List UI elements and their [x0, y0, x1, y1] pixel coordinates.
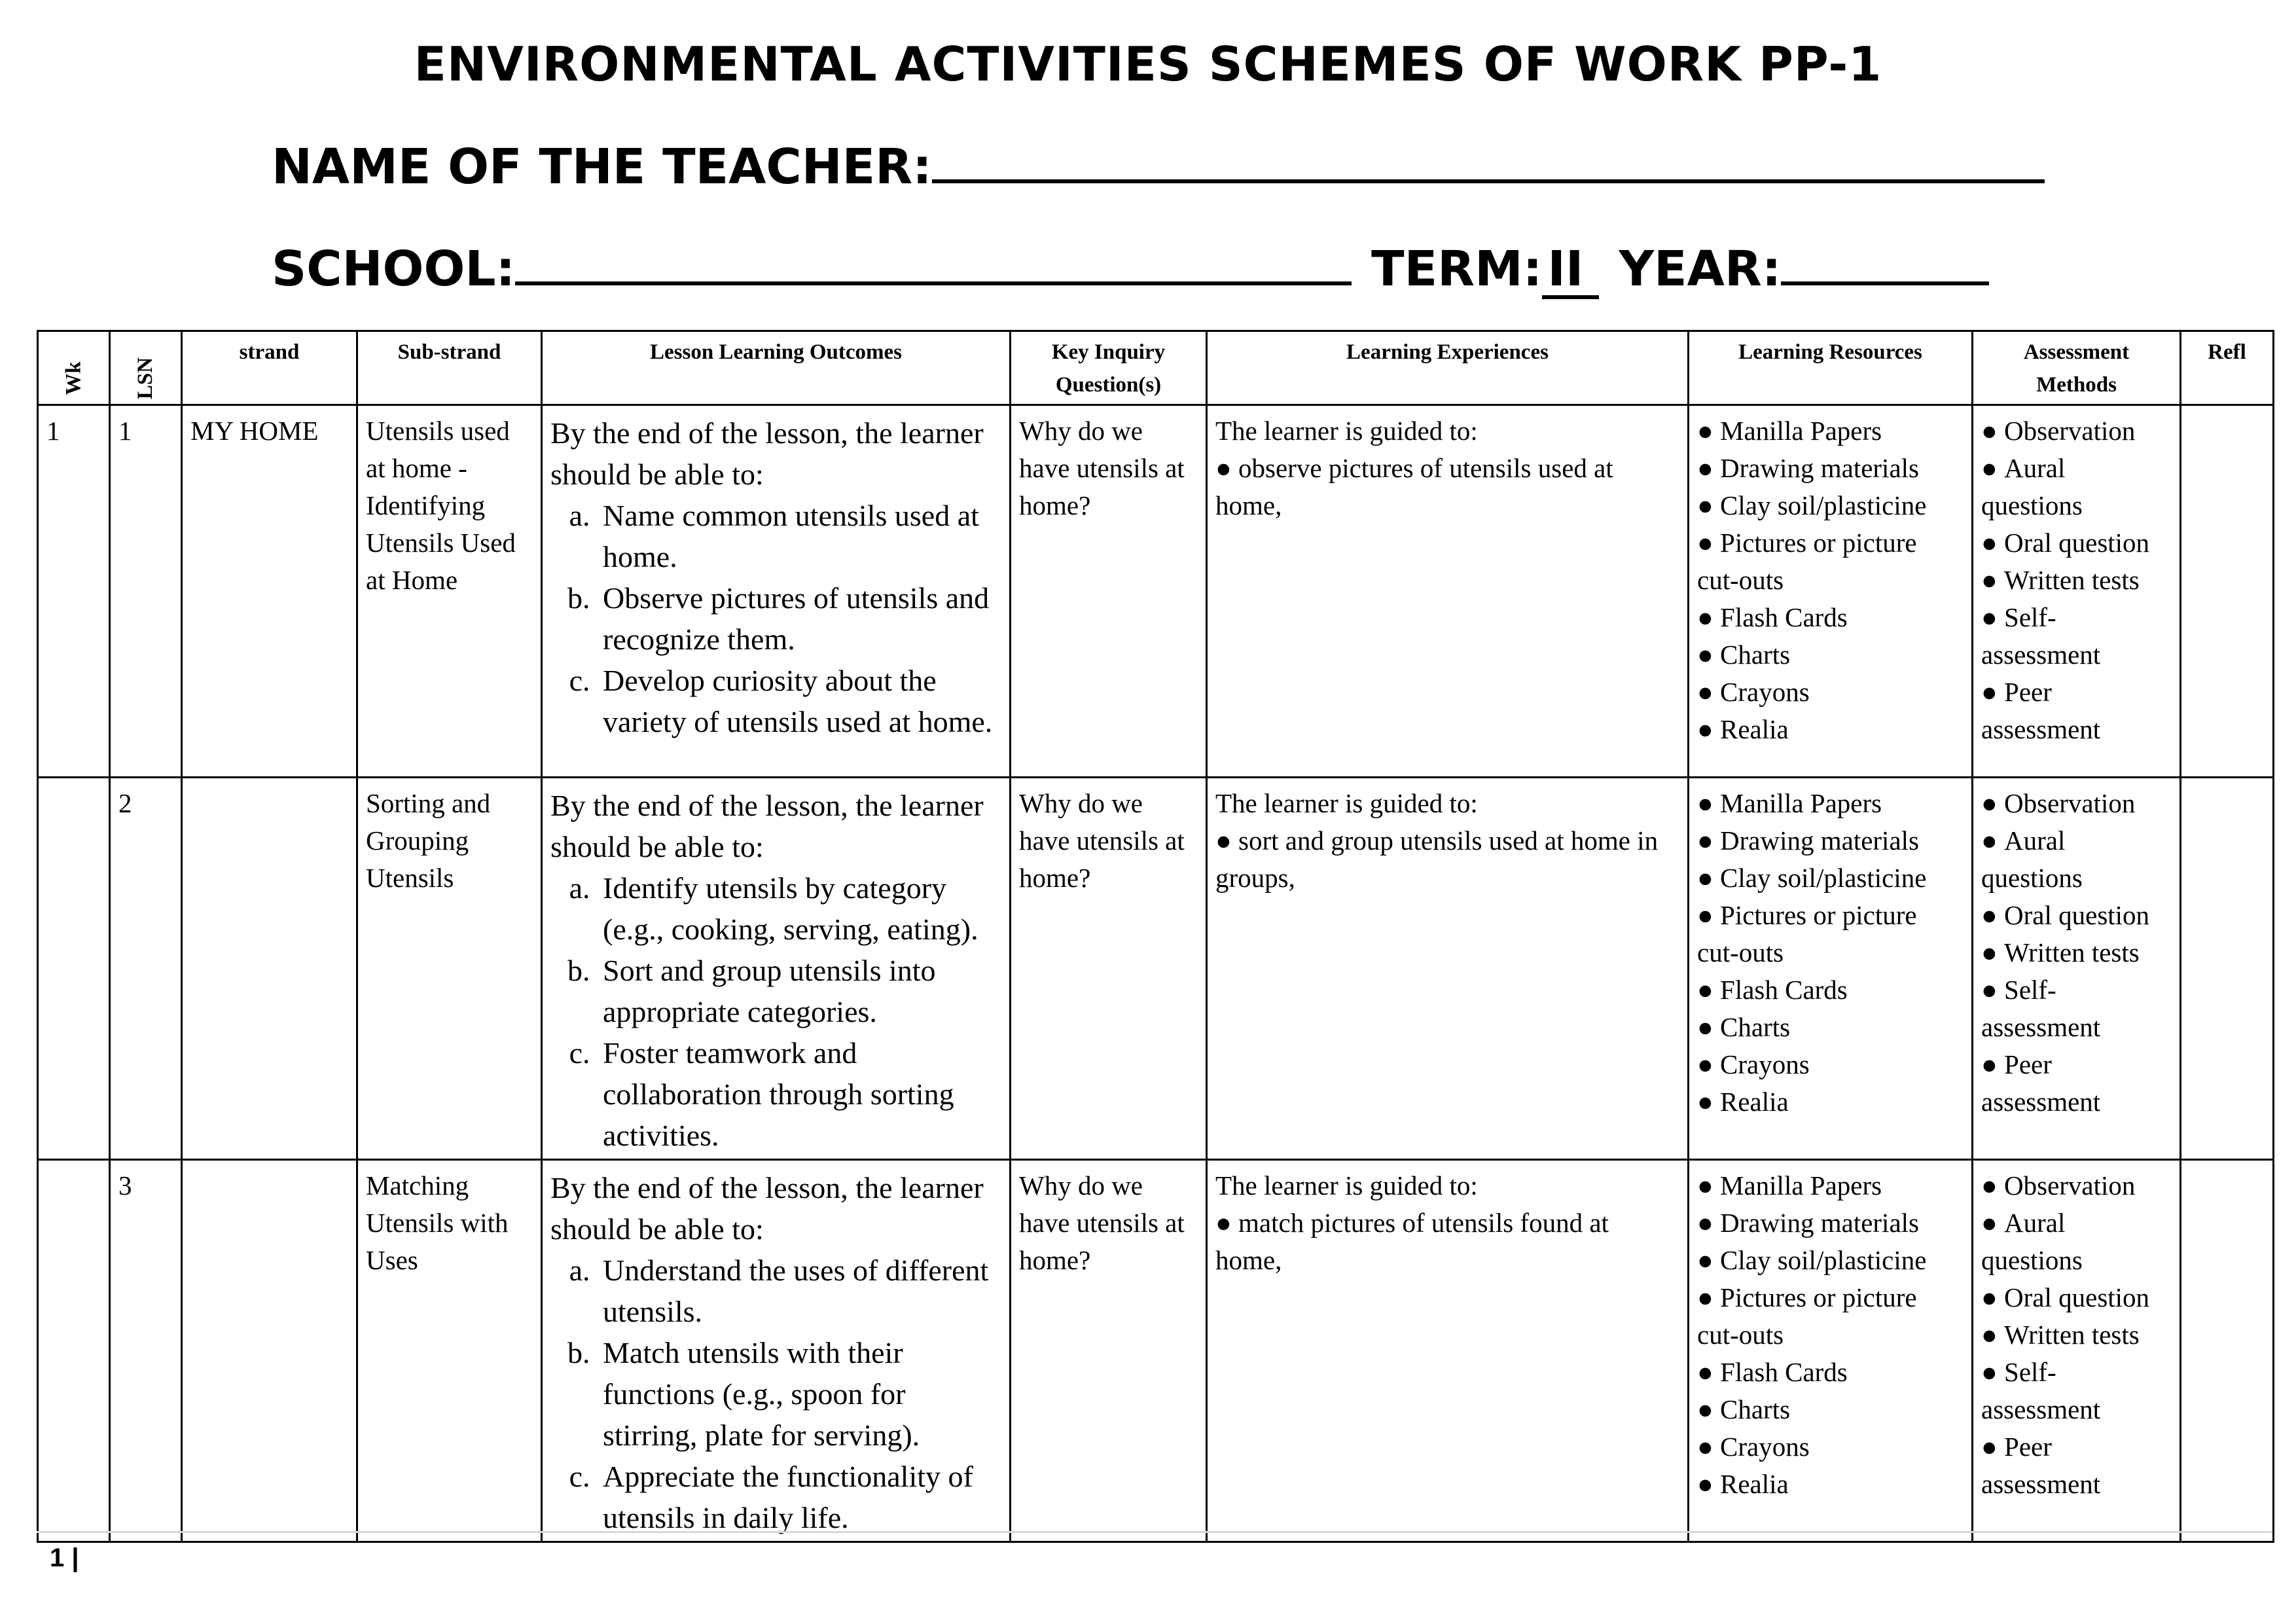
resource-item: ● Crayons	[1697, 674, 1964, 711]
assessment-item: ● Peer assessment	[1981, 1046, 2172, 1121]
resource-item: ● Drawing materials	[1697, 822, 1964, 859]
assessment-list	[1981, 785, 2172, 1121]
assessment-cell	[1973, 405, 2181, 778]
outcome-item: b. Match utensils with their functions (e.g., spoon for stirring, plate for serving).	[598, 1332, 1001, 1456]
outcome-item: c. Appreciate the functionality of utensils in daily life.	[598, 1456, 1001, 1538]
experience-item: ● sort and group utensils used at home in groups,	[1215, 822, 1679, 897]
col-header-strand: strand	[182, 331, 357, 405]
resource-item: ● Crayons	[1697, 1046, 1964, 1083]
teacher-name-label: NAME OF THE TEACHER:	[272, 139, 932, 195]
resource-item: ● Pictures or picture cut-outs	[1697, 524, 1964, 599]
lesson-cell: 1	[110, 405, 182, 778]
experiences-list	[1215, 450, 1679, 524]
experiences-intro: The learner is guided to:	[1215, 416, 1478, 446]
outcome-item: a. Name common utensils used at home.	[598, 495, 1001, 577]
assessment-list	[1981, 412, 2172, 748]
outcomes-cell	[542, 405, 1011, 778]
outcomes-cell	[542, 778, 1011, 1160]
resource-item: ● Pictures or picture cut-outs	[1697, 897, 1964, 971]
assessment-cell	[1973, 778, 2181, 1160]
resource-item: ● Charts	[1697, 636, 1964, 674]
school-label: SCHOOL:	[272, 241, 516, 297]
resource-item: ● Flash Cards	[1697, 1354, 1964, 1391]
resource-item: ● Drawing materials	[1697, 1204, 1964, 1242]
term-label: TERM:	[1371, 241, 1543, 297]
experience-item: ● match pictures of utensils found at home,	[1215, 1204, 1679, 1279]
key-inquiry-cell: Why do we have utensils at home?	[1011, 778, 1207, 1160]
key-inquiry-cell: Why do we have utensils at home?	[1011, 405, 1207, 778]
outcomes-cell	[542, 1160, 1011, 1542]
assessment-item: ● Self-assessment	[1981, 599, 2172, 674]
page-footer	[50, 1538, 79, 1578]
col-header-experiences: Learning Experiences	[1207, 331, 1689, 405]
resource-item: ● Pictures or picture cut-outs	[1697, 1279, 1964, 1354]
outcome-item: b. Observe pictures of utensils and recognize them.	[598, 577, 1001, 660]
outcome-item: c. Foster teamwork and collaboration through sorting activities.	[598, 1032, 1001, 1156]
col-header-outcomes: Lesson Learning Outcomes	[542, 331, 1011, 405]
experiences-cell	[1207, 405, 1689, 778]
resources-cell	[1689, 1160, 1973, 1542]
table-row	[38, 405, 2274, 778]
outcomes-list	[550, 867, 1001, 1156]
outcomes-list	[550, 1250, 1001, 1538]
table-header-row	[38, 331, 2274, 405]
assessment-cell	[1973, 1160, 2181, 1542]
table-row	[38, 1160, 2274, 1542]
resource-item: ● Crayons	[1697, 1428, 1964, 1466]
strand-cell	[182, 1160, 357, 1542]
resources-cell	[1689, 778, 1973, 1160]
outcomes-intro: By the end of the lesson, the learner should be able to:	[550, 416, 984, 491]
assessment-item: ● Written tests	[1981, 1316, 2172, 1354]
resource-item: ● Clay soil/plasticine	[1697, 487, 1964, 524]
reflection-cell	[2181, 405, 2274, 778]
resource-item: ● Clay soil/plasticine	[1697, 1242, 1964, 1279]
assessment-item: ● Oral question	[1981, 897, 2172, 934]
outcome-item: a. Understand the uses of different utensils.	[598, 1250, 1001, 1332]
assessment-item: ● Peer assessment	[1981, 674, 2172, 748]
experiences-cell	[1207, 778, 1689, 1160]
key-inquiry-cell: Why do we have utensils at home?	[1011, 1160, 1207, 1542]
resource-item: ● Realia	[1697, 1083, 1964, 1121]
outcomes-intro: By the end of the lesson, the learner should be able to:	[550, 1171, 984, 1246]
strand-cell: MY HOME	[182, 405, 357, 778]
col-header-resources: Learning Resources	[1689, 331, 1973, 405]
outcomes-intro: By the end of the lesson, the learner should be able to:	[550, 789, 984, 863]
experiences-intro: The learner is guided to:	[1215, 1170, 1478, 1200]
resource-item: ● Manilla Papers	[1697, 412, 1964, 450]
year-label: YEAR:	[1619, 241, 1782, 297]
assessment-item: ● Aural questions	[1981, 1204, 2172, 1279]
assessment-item: ● Written tests	[1981, 934, 2172, 971]
outcome-item: c. Develop curiosity about the variety of utensils used at home.	[598, 660, 1001, 742]
experience-item: ● observe pictures of utensils used at home,	[1215, 450, 1679, 524]
assessment-item: ● Observation	[1981, 1167, 2172, 1204]
substrand-cell: Sorting and Grouping Utensils	[357, 778, 542, 1160]
assessment-item: ● Observation	[1981, 785, 2172, 822]
resource-item: ● Realia	[1697, 711, 1964, 748]
resources-list	[1697, 412, 1964, 748]
assessment-item: ● Peer assessment	[1981, 1428, 2172, 1503]
assessment-item: ● Self-assessment	[1981, 971, 2172, 1046]
resource-item: ● Charts	[1697, 1391, 1964, 1428]
strand-cell	[182, 778, 357, 1160]
page-title: ENVIRONMENTAL ACTIVITIES SCHEMES OF WORK PP-1	[414, 37, 1882, 92]
assessment-item: ● Oral question	[1981, 524, 2172, 562]
week-cell: 1	[38, 405, 110, 778]
col-header-assessment: Assessment Methods	[1973, 331, 2181, 405]
reflection-cell	[2181, 778, 2274, 1160]
footer-separator: |	[71, 1543, 79, 1572]
resource-item: ● Realia	[1697, 1466, 1964, 1503]
experiences-list	[1215, 1204, 1679, 1279]
resource-item: ● Drawing materials	[1697, 450, 1964, 487]
col-header-substrand: Sub-strand	[357, 331, 542, 405]
experiences-list	[1215, 822, 1679, 897]
assessment-item: ● Aural questions	[1981, 822, 2172, 897]
resource-item: ● Charts	[1697, 1009, 1964, 1046]
scheme-of-work-table	[37, 330, 2274, 1543]
resources-list	[1697, 785, 1964, 1121]
assessment-list	[1981, 1167, 2172, 1503]
resource-item: ● Flash Cards	[1697, 599, 1964, 636]
resource-item: ● Manilla Papers	[1697, 1167, 1964, 1204]
lesson-cell: 3	[110, 1160, 182, 1542]
term-value: II	[1542, 243, 1599, 299]
resource-item: ● Flash Cards	[1697, 971, 1964, 1009]
week-cell	[38, 1160, 110, 1542]
assessment-item: ● Observation	[1981, 412, 2172, 450]
experiences-cell	[1207, 1160, 1689, 1542]
resource-item: ● Clay soil/plasticine	[1697, 859, 1964, 897]
week-cell	[38, 778, 110, 1160]
resources-cell	[1689, 405, 1973, 778]
experiences-intro: The learner is guided to:	[1215, 788, 1478, 818]
teacher-name-blank	[932, 131, 2045, 183]
outcome-item: b. Sort and group utensils into appropriate categories.	[598, 950, 1001, 1032]
col-header-lsn: LSN	[110, 331, 182, 405]
page-number: 1	[50, 1543, 65, 1572]
col-header-refl: Refl	[2181, 331, 2274, 405]
footer-divider	[37, 1531, 2272, 1533]
resource-item: ● Manilla Papers	[1697, 785, 1964, 822]
outcomes-list	[550, 495, 1001, 742]
lesson-cell: 2	[110, 778, 182, 1160]
col-header-wk: Wk	[38, 331, 110, 405]
reflection-cell	[2181, 1160, 2274, 1542]
school-blank	[515, 233, 1352, 285]
col-header-kiq: Key Inquiry Question(s)	[1011, 331, 1207, 405]
year-blank	[1781, 233, 1989, 285]
assessment-item: ● Self-assessment	[1981, 1354, 2172, 1428]
assessment-item: ● Written tests	[1981, 562, 2172, 599]
resources-list	[1697, 1167, 1964, 1503]
outcome-item: a. Identify utensils by category (e.g., cooking, serving, eating).	[598, 867, 1001, 950]
assessment-item: ● Oral question	[1981, 1279, 2172, 1316]
substrand-cell: Matching Utensils with Uses	[357, 1160, 542, 1542]
teacher-name-line	[272, 131, 2039, 200]
substrand-cell: Utensils used at home - Identifying Utensils Used at Home	[357, 405, 542, 778]
assessment-item: ● Aural questions	[1981, 450, 2172, 524]
school-term-year-line	[272, 233, 2039, 302]
table-row	[38, 778, 2274, 1160]
